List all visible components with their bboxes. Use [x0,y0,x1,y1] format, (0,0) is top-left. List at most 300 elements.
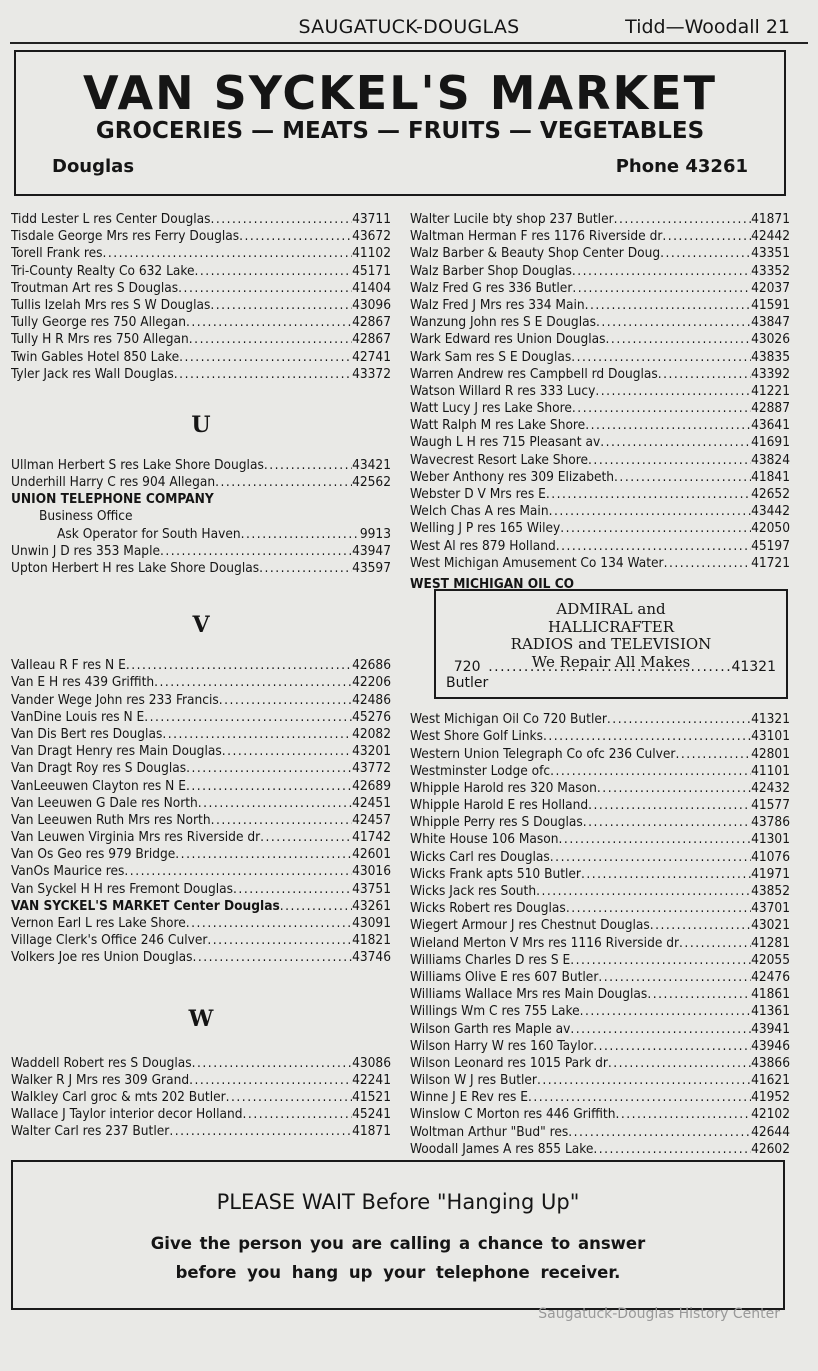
entry-name: Tyler Jack res Wall Douglas [11,365,174,382]
entry-leader [186,915,352,932]
entry-number: 41821 [352,932,391,949]
directory-entry [11,331,391,348]
entry-number: 41404 [352,279,391,296]
entry-number: 41621 [751,1072,790,1089]
entry-name: Wavecrest Resort Lake Shore [410,451,589,468]
entry-name: West Michigan Oil Co 720 Butler [410,711,607,728]
entry-number: 45241 [352,1106,391,1123]
entry-name: Tully George res 750 Allegan [11,314,186,331]
entry-leader [215,474,352,491]
entry-leader [614,211,751,228]
entry-number: 41691 [751,434,790,451]
entry-name: White House 106 Mason [410,831,559,848]
directory-entry [11,881,391,898]
entry-number: 42887 [751,400,790,417]
entry-name: Wanzung John res S E Douglas [410,314,596,331]
entry-leader [102,245,352,262]
entry-name: Western Union Telegraph Co ofc 236 Culver [410,745,676,762]
entry-number: 43442 [751,503,790,520]
entry-name: Waltman Herman F res 1176 Riverside dr [410,228,663,245]
entry-number: 41281 [751,934,790,951]
directory-entry [11,457,391,474]
van-syckels-ad [14,50,786,196]
entry-number: 42867 [352,314,391,331]
directory-entry [410,434,790,451]
directory-entry [410,417,790,434]
entry-name: Wark Sam res S E Douglas [410,348,572,365]
entry-name: Walter Lucile bty shop 237 Butler [410,211,614,227]
entry-number: 43772 [352,760,391,777]
entry-name: Tully H R Mrs res 750 Allegan [11,331,189,348]
entry-name: Vander Wege John res 233 Francis [11,691,219,708]
entry-leader [568,1124,751,1141]
u-entries-a [11,457,391,491]
entry-number: 42432 [751,779,790,796]
entry-number: 43351 [751,245,790,262]
directory-entry [410,366,790,383]
entry-leader [664,555,752,572]
entry-leader [280,898,352,915]
entry-number: 42486 [352,691,391,708]
entry-name: West Al res 879 Holland [410,537,556,554]
entry-number: 43711 [352,211,391,227]
directory-entry [11,1055,391,1072]
entry-number: 42241 [352,1071,391,1088]
entry-number: 42082 [352,725,391,742]
entry-leader [260,829,352,846]
directory-entry [11,812,391,829]
entry-name: Wilson Garth res Maple av [410,1020,571,1037]
entry-leader [222,743,352,760]
notice-title: PLEASE WAIT Before "Hanging Up" [216,1190,580,1214]
ad-title: VAN SYCKEL'S MARKET [82,66,717,120]
entry-name: Walz Fred J Mrs res 334 Main [410,296,585,313]
u-entries-b [11,543,391,577]
directory-entry [410,349,790,366]
directory-entry [410,314,790,331]
directory-entry [410,952,790,969]
entry-number: 45171 [352,262,391,279]
entry-number: 41102 [352,245,391,262]
entry-leader [169,1123,352,1140]
entry-number: 43941 [751,1020,790,1037]
entry-leader [570,952,751,969]
entry-name: Westminster Lodge ofc [410,762,551,779]
entry-name: Van Leuwen Virginia Mrs res Riverside dr [11,829,261,846]
entry-number: 42442 [751,228,790,245]
entry-number: 42689 [352,777,391,794]
entry-name: Watson Willard R res 333 Lucy [410,382,596,399]
entry-name: Van Dragt Henry res Main Douglas [11,743,222,760]
directory-entry [11,263,391,280]
directory-entry [410,1089,790,1106]
entry-number: 42451 [352,794,391,811]
entry-name: Walz Barber Shop Douglas [410,262,572,279]
entry-number: 45197 [751,537,790,554]
entry-leader [243,1106,353,1123]
entry-leader [207,932,352,949]
entry-number: 43786 [751,814,790,831]
directory-entry [410,900,790,917]
directory-entry [410,935,790,952]
entry-number: 42050 [751,520,790,537]
directory-entry [410,986,790,1003]
directory-entry [11,1089,391,1106]
watermark: Saugatuck-Douglas History Center [538,1306,780,1322]
entry-leader [186,314,352,331]
notice-line1: Give the person you are calling a chance to answer [150,1234,646,1253]
entry-leader [597,780,751,797]
entry-name: Whipple Harold res 320 Mason [410,779,597,796]
entry-leader [549,503,752,520]
entry-number: 42686 [352,657,391,674]
directory-entry [11,846,391,863]
entry-number: 43641 [751,417,790,434]
entry-number: 43086 [352,1054,391,1071]
entry-number: 42601 [352,846,391,863]
entry-leader [193,949,353,966]
entry-leader [536,883,751,900]
union-telephone-company: UNION TELEPHONE COMPANY [11,491,214,508]
entry-number: 42037 [751,279,790,296]
entry-number: 43026 [751,331,790,348]
directory-entry [11,795,391,812]
entry-number: 41521 [352,1088,391,1105]
directory-entry [11,474,391,491]
entry-leader [570,1021,751,1038]
directory-entry [11,657,391,674]
entry-leader [210,297,352,314]
entry-leader [189,331,352,348]
entry-leader [560,520,751,537]
letter-u-heading: U [191,411,211,438]
west-michigan-oil-ad [434,589,788,699]
wm-line1: ADMIRAL and [556,600,666,619]
entry-number: 41076 [751,848,790,865]
entry-name: Vernon Earl L res Lake Shore [11,915,186,931]
entry-name: Tullis Izelah Mrs res S W Douglas [11,296,211,313]
notice-line2: before you hang up your telephone receiver. [175,1263,621,1282]
entry-number: 43091 [352,915,391,931]
entry-number: 42652 [751,486,790,502]
directory-entry [410,555,790,572]
directory-entry [11,726,391,743]
directory-entry [410,746,790,763]
entry-name: Williams Charles D res S E [410,951,571,968]
directory-entry [410,331,790,348]
entry-number: 41952 [751,1089,790,1106]
entry-number: 42602 [751,1140,790,1157]
entry-leader [186,778,352,795]
directory-entry [410,797,790,814]
directory-entry [11,280,391,297]
entry-leader [615,1106,751,1123]
right-entries-a [410,211,790,572]
entry-number: 41101 [751,762,790,779]
entry-leader [186,760,352,777]
entry-leader [662,228,751,245]
entry-number: 42206 [352,674,391,691]
entry-name: Wieland Merton V Mrs res 1116 Riverside dr [410,934,680,951]
wm-address-row [446,659,776,691]
entry-leader [559,831,752,848]
entry-number: 43261 [352,897,391,914]
directory-entry [410,400,790,417]
entry-name: Walz Barber & Beauty Shop Center Doug [410,245,661,262]
entry-name: Twin Gables Hotel 850 Lake [11,348,180,365]
entry-name: Van E H res 439 Griffith [11,674,155,691]
directory-entry [11,760,391,777]
directory-entry [410,503,790,520]
directory-entry [410,1038,790,1055]
directory-entry [410,263,790,280]
wm-address: 720 Butler [446,659,489,692]
entry-leader [572,280,751,297]
directory-entry [11,1072,391,1089]
entry-name: Van Os Geo res 979 Bridge [11,846,176,863]
entry-leader [126,657,352,674]
entry-leader [572,400,751,417]
entry-leader [219,692,352,709]
entry-leader [211,211,353,228]
directory-entry [11,949,391,966]
entry-leader [198,795,352,812]
entry-number: 43946 [751,1037,790,1054]
entry-number: 42867 [352,331,391,348]
entry-number: 42102 [751,1106,790,1123]
entry-number: 43392 [751,365,790,382]
entry-leader [195,263,353,280]
entry-number: 43672 [352,228,391,245]
entry-leader [585,417,751,434]
entry-number: 42801 [751,745,790,762]
entry-number: 41577 [751,797,790,814]
entry-leader [658,366,751,383]
entry-name: Underhill Harry C res 904 Allegan [11,474,216,491]
entry-leader [580,1003,751,1020]
ad-phone: Phone 43261 [615,156,748,177]
wm-line4: We Repair All Makes [531,652,691,671]
directory-entry [410,728,790,745]
entry-number: 43701 [751,900,790,917]
entry-name: Ullman Herbert S res Lake Shore Douglas [11,456,264,473]
entry-number: 43746 [352,949,391,966]
entry-number: 43824 [751,451,790,468]
entry-name: VanLeeuwen Clayton res N E [11,777,186,794]
entry-leader [595,383,751,400]
entry-name: Wark Edward res Union Douglas [410,331,606,348]
entry-number: 41861 [751,986,790,1003]
entry-number: 41221 [751,382,790,399]
directory-entry [410,211,790,228]
entry-name: Wilson Harry W res 160 Taylor [410,1037,594,1054]
entry-leader [179,349,352,366]
directory-entry [11,709,391,726]
entry-leader [593,1038,751,1055]
directory-entry [11,211,391,228]
directory-entry [410,1072,790,1089]
entry-leader [550,849,751,866]
entry-number: 43421 [352,456,391,473]
entry-leader [546,486,751,503]
directory-entry [11,932,391,949]
entry-name: Waddell Robert res S Douglas [11,1054,192,1071]
directory-entry [11,898,391,915]
entry-leader [124,863,352,880]
directory-entry [410,469,790,486]
ad-location: Douglas [52,156,135,177]
entry-leader [675,746,751,763]
directory-entry [11,245,391,262]
directory-entry [11,915,391,932]
entry-name: West Shore Golf Links [410,728,543,745]
directory-entry [11,1106,391,1123]
entry-number: 42741 [352,348,391,365]
entry-name: Ask Operator for South Haven [57,525,241,542]
entry-name: Williams Wallace Mrs res Main Douglas [410,986,648,1003]
entry-leader [543,728,751,745]
wm-line3: RADIOS and TELEVISION [510,635,712,654]
entry-name: Williams Olive E res 607 Butler [410,968,599,985]
entry-name: Walker R J Mrs res 309 Grand [11,1071,190,1088]
entry-number: 41742 [352,829,391,846]
entry-leader [160,543,352,560]
directory-entry [410,763,790,780]
entry-name: Winslow C Morton res 446 Griffith [410,1106,616,1123]
entry-name: Troutman Art res S Douglas [11,279,179,296]
entry-name: Watt Lucy J res Lake Shore [410,400,572,417]
entry-number: 43096 [352,296,391,313]
entry-name: Willings Wm C res 755 Lake [410,1003,580,1020]
entry-leader [660,245,751,262]
entry-name: Van Dragt Roy res S Douglas [11,760,187,777]
entry-number: 42476 [751,968,790,985]
entry-name: Torell Frank res [11,245,103,262]
entry-name: Weber Anthony res 309 Elizabeth [410,468,615,485]
directory-entry [410,520,790,537]
entry-name: Valleau R F res N E [11,657,126,674]
entry-leader [571,349,751,366]
entry-leader [566,900,751,917]
entry-number: 43835 [751,348,790,365]
directory-entry [11,543,391,560]
entry-leader [606,331,752,348]
entry-number: 43866 [751,1054,790,1071]
please-wait-notice [11,1160,785,1310]
entry-leader [572,263,751,280]
v-entries [11,657,391,966]
entry-leader [600,434,751,451]
entry-name: Tidd Lester L res Center Douglas [11,211,211,227]
ask-operator-entry [11,526,391,543]
entry-name: Van Leeuwen G Dale res North [11,794,198,811]
entry-name: VAN SYCKEL'S MARKET Center Douglas [11,897,280,914]
entry-leader [233,881,352,898]
entry-leader [537,1072,751,1089]
entry-leader [585,297,751,314]
directory-entry [410,1124,790,1141]
directory-entry [410,866,790,883]
entry-name: Woodall James A res 855 Lake [410,1140,594,1157]
directory-entry [410,883,790,900]
entry-leader [144,709,352,726]
ad-subtitle: GROCERIES — MEATS — FRUITS — VEGETABLES [95,118,705,144]
entry-number: 41591 [751,296,790,313]
entry-name: Whipple Perry res S Douglas [410,814,583,831]
entry-number: 41841 [751,468,790,485]
directory-entry [11,692,391,709]
directory-entry [410,245,790,262]
entry-leader [581,866,751,883]
entry-name: Upton Herbert H res Lake Shore Douglas [11,560,260,576]
entry-number: 43852 [751,883,790,899]
page-header-center: SAUGATUCK-DOUGLAS [298,16,520,38]
entry-number: 43751 [352,880,391,897]
entry-number: 41321 [751,711,790,728]
directory-entry [11,778,391,795]
directory-entry [410,1055,790,1072]
entry-leader [588,797,751,814]
entry-number: 41721 [751,554,790,571]
directory-entry [410,280,790,297]
directory-entry [410,383,790,400]
entry-name: Volkers Joe res Union Douglas [11,949,193,966]
entry-number: 43101 [751,728,790,745]
directory-entry [410,1141,790,1158]
entry-leader [264,457,352,474]
entry-number: 43201 [352,743,391,760]
entry-name: Wicks Frank apts 510 Butler [410,865,581,882]
directory-entry [410,711,790,728]
entry-number: 43021 [751,917,790,934]
directory-entry [11,1123,391,1140]
entry-name: Walter Carl res 237 Butler [11,1123,170,1140]
entry-number: 41301 [751,831,790,848]
entry-name: Winne J E Rev res E [410,1089,528,1106]
entry-leader [598,969,751,986]
entry-leader [259,560,352,577]
entry-number: 9913 [359,525,391,542]
directory-entry [11,314,391,331]
entry-leader [178,280,352,297]
letter-v-heading: V [192,612,210,639]
entry-name: Tisdale George Mrs res Ferry Douglas [11,228,240,245]
entry-leader [211,812,353,829]
directory-entry [410,538,790,555]
directory-entry [410,917,790,934]
wm-leader [488,659,731,691]
directory-entry [11,228,391,245]
entry-name: Waugh L H res 715 Pleasant av [410,434,601,451]
page-header-right: Tidd—Woodall 21 [625,16,790,38]
directory-entry [410,1021,790,1038]
left-column [11,211,391,1141]
entry-name: Wicks Carl res Douglas [410,848,550,865]
entry-name: Wicks Robert res Douglas [410,900,566,917]
directory-entry [11,674,391,691]
wm-line2: HALLICRAFTER [547,617,675,636]
entry-leader [550,763,751,780]
entry-leader [647,986,751,1003]
entry-number: 43016 [352,863,391,880]
entry-number: 41361 [751,1003,790,1020]
entry-name: Welch Chas A res Main [410,503,549,520]
entry-name: Woltman Arthur "Bud" res [410,1123,569,1140]
entry-leader [528,1089,751,1106]
directory-entry [410,849,790,866]
entry-number: 42644 [751,1123,790,1140]
entry-number: 43372 [352,365,391,382]
